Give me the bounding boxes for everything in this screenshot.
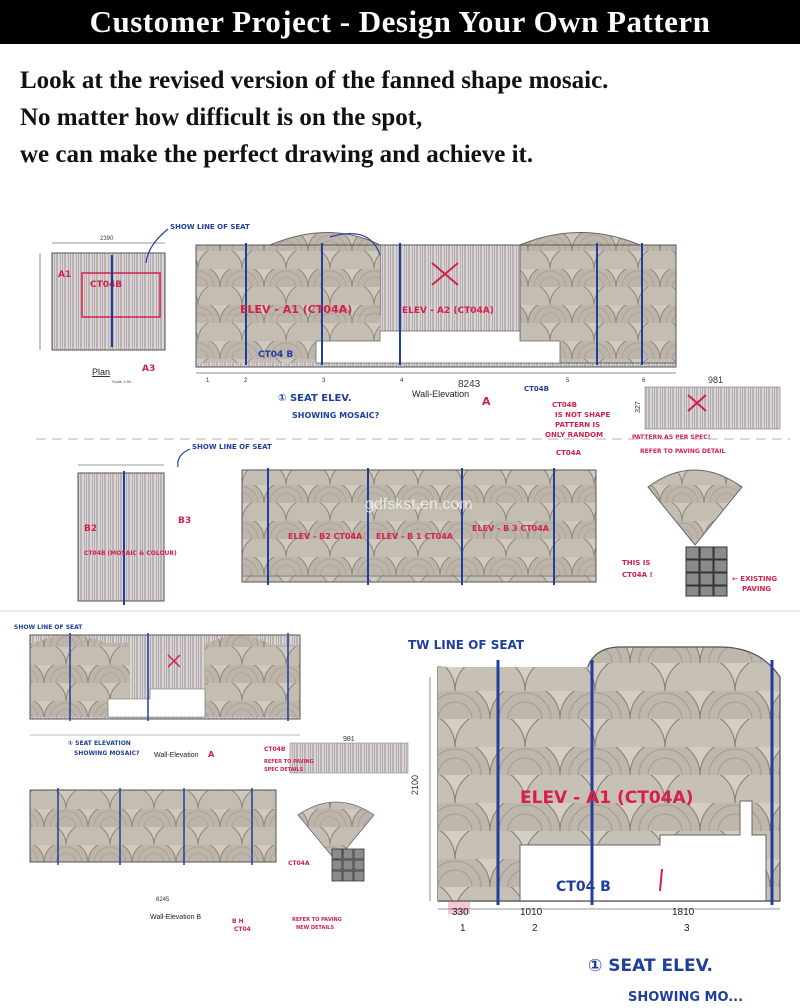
show-line-small: SHOW LINE OF SEAT — [14, 624, 83, 631]
wall-elevation-title: Wall-Elevation — [412, 389, 470, 399]
refer-note: REFER TO PAVING DETAIL — [640, 448, 726, 455]
small-ct04b: CT04B — [264, 746, 286, 753]
dim-981: 981 — [708, 375, 724, 385]
show-line-middle: SHOW LINE OF SEAT — [192, 443, 272, 451]
elev-tick-4: 4 — [400, 378, 404, 384]
show-line-top: SHOW LINE OF SEAT — [170, 223, 250, 231]
small-wall-letter: A — [208, 750, 215, 759]
seat-elev-note-1: ① SEAT ELEV. — [278, 393, 352, 404]
elev-tick-2: 2 — [244, 378, 248, 384]
elev-b2-label: ELEV - B2 CT04A — [288, 532, 363, 541]
small-bh: B H — [232, 918, 244, 925]
small-seat-note-1: ① SEAT ELEVATION — [68, 740, 131, 747]
small-ct04a: CT04A — [288, 860, 310, 867]
wall-elevation-a — [146, 223, 676, 420]
zoomed-elevation — [408, 638, 780, 1005]
small-refer-2: SPEC DETAILS — [264, 767, 304, 773]
drawing-collage — [0, 215, 800, 1008]
existing-paving-note-2: PAVING — [742, 585, 772, 593]
zoom-seat-note-2: SHOWING MO... — [628, 990, 744, 1005]
left-b3-label: B3 — [178, 516, 192, 526]
small-seat-note-2: SHOWING MOSAIC? — [74, 750, 140, 757]
bottom-left-drawings — [14, 624, 408, 933]
zoom-dim-330: 330 — [452, 907, 469, 918]
elev-a1-label: ELEV - A1 (CT04A) — [240, 303, 353, 316]
small-refer-4: NEW DETAILS — [296, 925, 334, 931]
wall-elevation-letter: A — [482, 395, 491, 408]
zoom-seat-note: ① SEAT ELEV. — [588, 956, 714, 976]
ct04a-note: CT04A — [556, 449, 582, 457]
left-b2-label: B2 — [84, 524, 98, 534]
elev-b1-label: ELEV - B 1 CT04A — [376, 532, 453, 541]
small-ct04: CT04 — [234, 926, 251, 933]
zoom-elev-label: ELEV - A1 (CT04A) — [520, 788, 694, 808]
elev-tick-5: 5 — [566, 378, 570, 384]
this-is-note: THIS IS — [622, 559, 651, 567]
elev-a2-label: ELEV - A2 (CT04A) — [402, 306, 494, 316]
seat-elev-note-2: SHOWING MOSAIC? — [292, 411, 380, 420]
plan-title: Plan — [92, 367, 111, 377]
zoom-tick-3: 3 — [684, 923, 690, 934]
elev-tick-1: 1 — [206, 378, 210, 384]
small-dim-8245: 8245 — [156, 897, 170, 903]
watermark: gdfskst.en.com — [365, 496, 473, 513]
intro-text — [20, 62, 790, 173]
intro-line-1: Look at the revised version of the fanned shape mosaic. — [20, 67, 609, 94]
title-banner — [0, 0, 800, 44]
plan-dim-2390: 2390 — [100, 236, 114, 242]
existing-paving-note: ← EXISTING — [732, 575, 778, 583]
zoom-height-dim: 2100 — [410, 774, 420, 795]
zoom-dim-1810: 1810 — [672, 907, 695, 918]
dim-327: 327 — [635, 401, 642, 413]
plan-ct04b-label: CT04B — [90, 280, 123, 290]
intro-line-3: we can make the perfect drawing and achieve it. — [20, 141, 534, 168]
total-dimension: 8243 — [458, 379, 481, 390]
fan-tile-sample — [648, 470, 777, 596]
ct04b-tag: CT04 B — [258, 350, 294, 360]
plan-a3-label: A3 — [142, 364, 156, 374]
ct04b-note-3: PATTERN IS — [555, 421, 601, 429]
banner-title: Customer Project - Design Your Own Pattern — [89, 4, 711, 39]
small-wall-elevation-b: Wall-Elevation B — [150, 914, 202, 921]
small-dim-981: 981 — [343, 736, 355, 743]
zoom-show-line: TW LINE OF SEAT — [408, 638, 525, 652]
zoom-ct04b-tag: CT04 B — [556, 879, 611, 895]
ct04b-note-1: CT04B — [552, 401, 577, 409]
stripe-sample-981 — [545, 375, 780, 457]
small-refer-3: REFER TO PAVING — [292, 917, 342, 923]
ct04b-note-2: IS NOT SHAPE — [555, 411, 611, 419]
ct04b-short: CT04B — [524, 385, 549, 393]
zoom-tick-2: 2 — [532, 923, 538, 934]
wall-elevation-b — [242, 468, 653, 585]
zoom-tick-1: 1 — [460, 923, 466, 934]
ct04b-note-4: ONLY RANDOM — [545, 431, 604, 439]
pattern-note: PATTERN AS PER SPEC! — [632, 434, 711, 441]
small-refer: REFER TO PAVING — [264, 759, 314, 765]
intro-line-2: No matter how difficult is on the spot, — [20, 104, 423, 131]
zoom-dim-1010: 1010 — [520, 907, 543, 918]
plan-a1-label: A1 — [58, 270, 72, 280]
elev-tick-3: 3 — [322, 378, 326, 384]
elev-tick-6: 6 — [642, 378, 646, 384]
left-mosaic-note: CT04B (MOSAIC & COLOUR) — [84, 550, 177, 557]
elev-b3-label: ELEV - B 3 CT04A — [472, 524, 549, 533]
plan-scale: Scale 1:50 — [112, 379, 131, 384]
this-is-note-2: CT04A ! — [622, 571, 653, 579]
small-wall-elevation: Wall-Elevation — [154, 752, 199, 759]
